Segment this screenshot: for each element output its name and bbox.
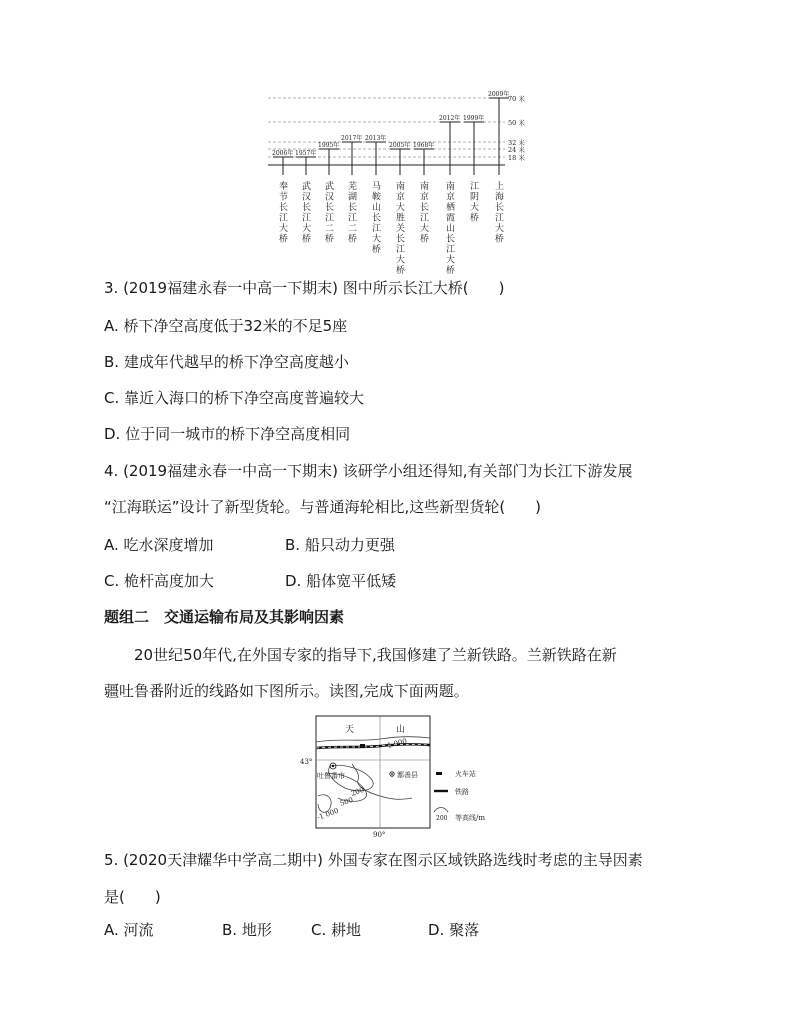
bridge-name-char: 上 bbox=[495, 182, 505, 192]
q3-stem: 3. (2019福建永春一中高一下期末) 图中所示长江大桥( ) bbox=[104, 279, 505, 297]
height-label-1: 50 米 bbox=[508, 119, 525, 127]
bridge-year-6: 1968年 bbox=[413, 142, 435, 149]
bridge-name-char: 江 bbox=[420, 213, 430, 224]
group2-title: 题组二 交通运输布局及其影响因素 bbox=[104, 608, 345, 626]
bridge-name-char: 京 bbox=[420, 192, 430, 203]
bridge-name-char: 大 bbox=[446, 255, 456, 266]
contour-label-minus-1000: -1 000 bbox=[315, 806, 340, 822]
bridge-name-char: 长 bbox=[420, 203, 430, 213]
bridge-name-char: 江 bbox=[325, 213, 335, 224]
bridge-name-char: 节 bbox=[279, 192, 289, 203]
bridge-name-char: 海 bbox=[495, 192, 505, 203]
legend-contour-icon bbox=[434, 808, 448, 813]
bridge-name-char: 胜 bbox=[396, 213, 406, 224]
bridge-name-char: 武 bbox=[302, 182, 312, 192]
bridge-name-char: 鞍 bbox=[372, 192, 382, 203]
bridge-name-char: 桥 bbox=[420, 234, 430, 245]
height-label-4: 18 米 bbox=[508, 154, 525, 162]
bridge-name-char: 南 bbox=[420, 182, 430, 192]
q4-option-d: D. 船体宽平低矮 bbox=[285, 572, 397, 590]
q4-stem-line1: 4. (2019福建永春一中高一下期末) 该研学小组还得知,有关部门为长江下游发展 bbox=[104, 462, 633, 480]
bridge-name-char: 长 bbox=[348, 203, 358, 213]
bridge-name-char: 大 bbox=[396, 255, 406, 266]
bridge-name-char: 山 bbox=[372, 203, 382, 213]
bridge-name-char: 长 bbox=[279, 203, 289, 213]
city-shanshan: 鄯善县 bbox=[397, 771, 418, 779]
latitude-label: 43° bbox=[300, 758, 313, 766]
bridge-name-char: 大 bbox=[396, 203, 406, 213]
height-label-0: 70 米 bbox=[508, 95, 525, 103]
bridge-name-char: 大 bbox=[470, 203, 480, 213]
q5-option-a: A. 河流 bbox=[104, 921, 154, 939]
bridge-name-char: 长 bbox=[495, 203, 505, 213]
bridge-name-char: 江 bbox=[279, 213, 289, 224]
bridge-year-0: 2006年 bbox=[272, 150, 294, 157]
group2-intro-line1: 20世纪50年代,在外国专家的指导下,我国修建了兰新铁路。兰新铁路在新 bbox=[134, 646, 617, 664]
bridge-name-char: 汉 bbox=[325, 192, 335, 203]
q3-option-d: D. 位于同一城市的桥下净空高度相同 bbox=[104, 425, 351, 443]
bridge-year-9: 2009年 bbox=[488, 91, 510, 98]
longitude-label: 90° bbox=[373, 831, 386, 839]
height-label-2: 32 米 bbox=[508, 139, 525, 147]
q4-stem-line2: “江海联运”设计了新型货轮。与普通海轮相比,这些新型货轮( ) bbox=[104, 498, 542, 516]
bridge-name-char: 马 bbox=[372, 182, 382, 192]
bridge-name-char: 江 bbox=[470, 182, 480, 192]
bridge-name-char: 二 bbox=[348, 224, 358, 234]
bridge-year-5: 2005年 bbox=[389, 142, 411, 149]
contour-label-1000: 1 000 bbox=[386, 737, 408, 750]
legend-rail: 铁路 bbox=[455, 788, 469, 796]
bridge-name-char: 二 bbox=[325, 224, 335, 234]
bridge-name-char: 江 bbox=[302, 213, 312, 224]
map-label-shan: 山 bbox=[396, 725, 406, 735]
bridge-name-char: 关 bbox=[396, 224, 406, 234]
bridge-name-char: 江 bbox=[372, 224, 382, 234]
q3-option-c: C. 靠近入海口的桥下净空高度普遍较大 bbox=[104, 389, 365, 407]
legend-contour: 等高线/m bbox=[455, 814, 485, 822]
q5-stem-line1: 5. (2020天津耀华中学高二期中) 外国专家在图示区域铁路选线时考虑的主导因素 bbox=[104, 851, 643, 869]
bridge-name-char: 阴 bbox=[470, 192, 480, 203]
bridge-name-char: 江 bbox=[396, 245, 406, 255]
contour-label-500: 500 bbox=[338, 795, 355, 808]
city-turpan: 吐鲁番市 bbox=[317, 772, 345, 780]
bridge-name-char: 大 bbox=[420, 224, 430, 234]
bridge-name-char: 京 bbox=[396, 192, 406, 203]
train-station bbox=[360, 744, 365, 748]
bridge-name-char: 南 bbox=[446, 182, 456, 192]
bridge-name-char: 武 bbox=[325, 182, 335, 192]
q4-option-a: A. 吃水深度增加 bbox=[104, 536, 214, 554]
bridge-name-char: 奉 bbox=[279, 182, 289, 192]
q3-option-a: A. 桥下净空高度低于32米的不足5座 bbox=[104, 317, 348, 335]
bridge-name-char: 大 bbox=[495, 224, 505, 234]
bridge-name-char: 桥 bbox=[302, 234, 312, 245]
q5-stem-line2: 是( ) bbox=[104, 888, 161, 906]
bridge-name-char: 京 bbox=[446, 192, 456, 203]
bridge-name-char: 长 bbox=[446, 234, 456, 245]
bridge-name-char: 霞 bbox=[446, 213, 456, 224]
bridge-name-char: 长 bbox=[325, 203, 335, 213]
q4-option-b: B. 船只动力更强 bbox=[285, 536, 395, 554]
bridge-name-char: 桥 bbox=[446, 266, 456, 276]
q5-option-c: C. 耕地 bbox=[311, 921, 362, 939]
bridge-name-char: 山 bbox=[446, 224, 456, 234]
bridge-name-char: 桥 bbox=[372, 245, 382, 255]
bridge-year-4: 2013年 bbox=[365, 135, 387, 142]
bridge-year-3: 2017年 bbox=[341, 135, 363, 142]
bridge-name-char: 长 bbox=[396, 234, 406, 245]
height-label-3: 24 米 bbox=[508, 146, 525, 154]
bridge-name-char: 江 bbox=[495, 213, 505, 224]
legend-station-icon bbox=[436, 772, 442, 775]
q5-option-d: D. 聚落 bbox=[428, 921, 480, 939]
bridge-name-char: 桥 bbox=[348, 234, 358, 245]
bridge-name-char: 大 bbox=[372, 234, 382, 245]
bridge-name-char: 桥 bbox=[396, 266, 406, 276]
bridge-name-char: 桥 bbox=[325, 234, 335, 245]
q3-option-b: B. 建成年代越早的桥下净空高度越小 bbox=[104, 353, 349, 371]
bridge-name-char: 桥 bbox=[279, 234, 289, 245]
contour-label-200: 200 bbox=[349, 785, 366, 798]
q4-option-c: C. 桅杆高度加大 bbox=[104, 572, 215, 590]
bridge-name-char: 湖 bbox=[348, 192, 358, 203]
bridge-name-char: 南 bbox=[396, 182, 406, 192]
bridge-year-2: 1995年 bbox=[318, 142, 340, 149]
bridge-name-char: 桥 bbox=[470, 213, 480, 224]
bridge-year-7: 2012年 bbox=[439, 115, 461, 122]
bridge-name-char: 栖 bbox=[446, 203, 456, 213]
bridge-name-char: 长 bbox=[302, 203, 312, 213]
bridge-name-char: 大 bbox=[279, 224, 289, 234]
q5-option-b: B. 地形 bbox=[222, 921, 272, 939]
bridge-name-char: 芜 bbox=[348, 182, 358, 192]
bridge-name-char: 江 bbox=[446, 245, 456, 255]
bridge-name-char: 长 bbox=[372, 213, 382, 224]
group2-intro-line2: 疆吐鲁番附近的线路如下图所示。读图,完成下面两题。 bbox=[104, 682, 469, 700]
bridge-name-char: 汉 bbox=[302, 192, 312, 203]
legend-contour-value: 200 bbox=[436, 815, 448, 822]
map-label-tian: 天 bbox=[345, 725, 355, 735]
bridge-name-char: 大 bbox=[302, 224, 312, 234]
bridge-year-8: 1999年 bbox=[463, 115, 485, 122]
bridge-name-char: 桥 bbox=[495, 234, 505, 245]
bridge-year-1: 1957年 bbox=[295, 150, 317, 157]
legend-station: 火车站 bbox=[455, 770, 476, 778]
bridge-name-char: 江 bbox=[348, 213, 358, 224]
turpan-railway-map bbox=[0, 708, 794, 838]
bridge-clearance-chart bbox=[0, 0, 794, 276]
